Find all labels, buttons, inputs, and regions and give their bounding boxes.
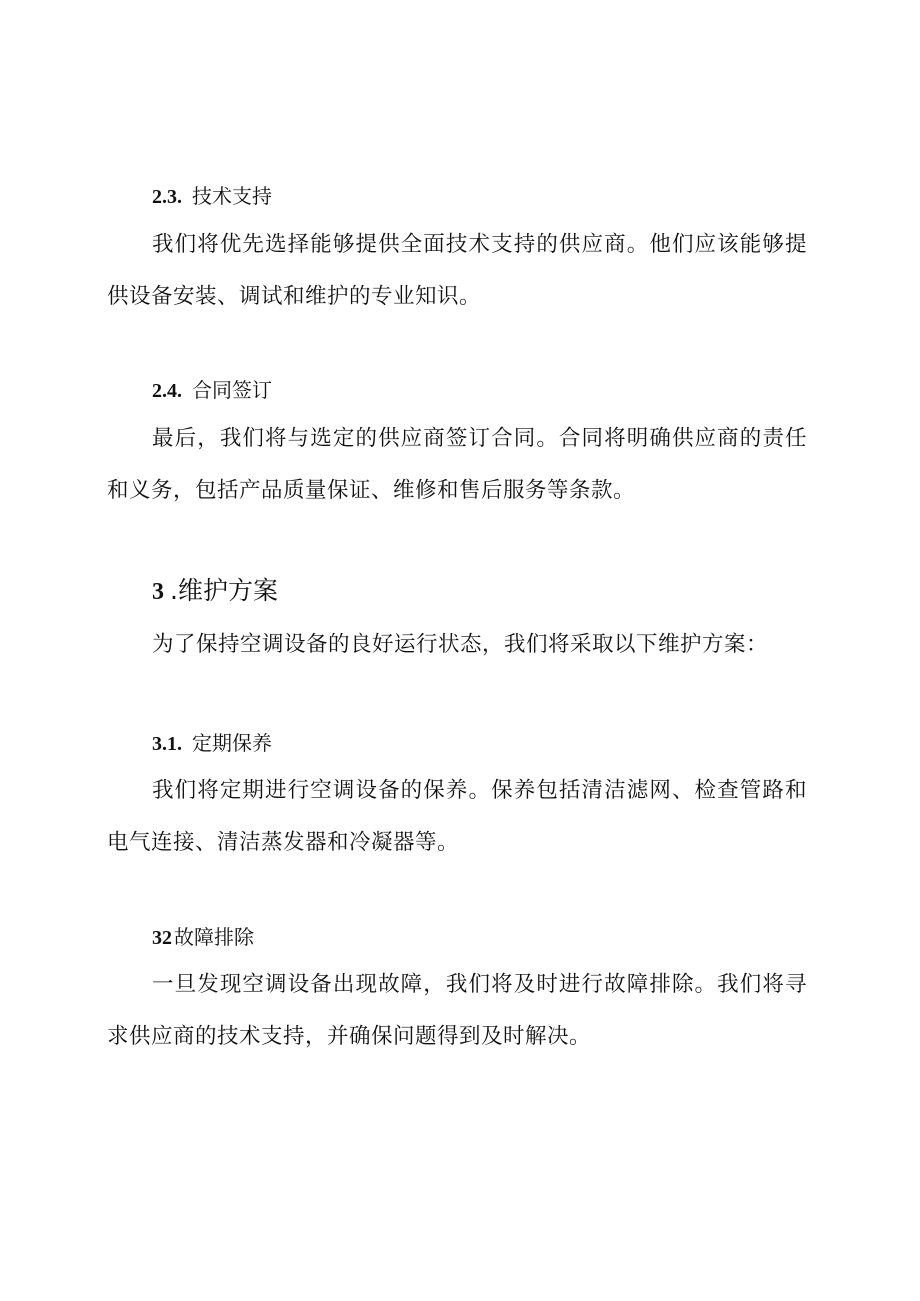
section-title: 合同签订	[192, 378, 272, 402]
section-number: 2.4.	[152, 380, 182, 402]
section-number: 3.1.	[152, 733, 182, 755]
section-paragraph-2-3: 我们将优先选择能够提供全面技术支持的供应商。他们应该能够提供设备安装、调试和维护的专业知识。	[107, 232, 807, 309]
section-number: 3	[152, 579, 164, 605]
section-number: 2.3.	[152, 186, 182, 208]
section-paragraph-3-2: 一旦发现空调设备出现故障，我们将及时进行故障排除。我们将寻求供应商的技术支持，并确保问题得到及时解决。	[107, 972, 807, 1049]
section-title: 技术支持	[192, 184, 272, 208]
section-heading-2-4	[152, 375, 272, 406]
section-heading-3-1	[152, 728, 272, 759]
section-paragraph-3: 为了保持空调设备的良好运行状态，我们将采取以下维护方案：	[152, 632, 769, 657]
section-paragraph-3-1: 我们将定期进行空调设备的保养。保养包括清洁滤网、检查管路和电气连接、清洁蒸发器和冷凝器等。	[107, 778, 807, 855]
section-heading-3	[152, 576, 278, 607]
section-title: 定期保养	[192, 731, 272, 755]
section-number: 32	[152, 927, 172, 949]
section-paragraph-2-4: 最后，我们将与选定的供应商签订合同。合同将明确供应商的责任和义务，包括产品质量保证、维修和售后服务等条款。	[107, 426, 807, 503]
section-heading-2-3	[152, 181, 272, 212]
section-heading-3-2	[152, 922, 254, 953]
section-title: .维护方案	[170, 576, 278, 605]
section-title: 故障排除	[174, 925, 254, 949]
